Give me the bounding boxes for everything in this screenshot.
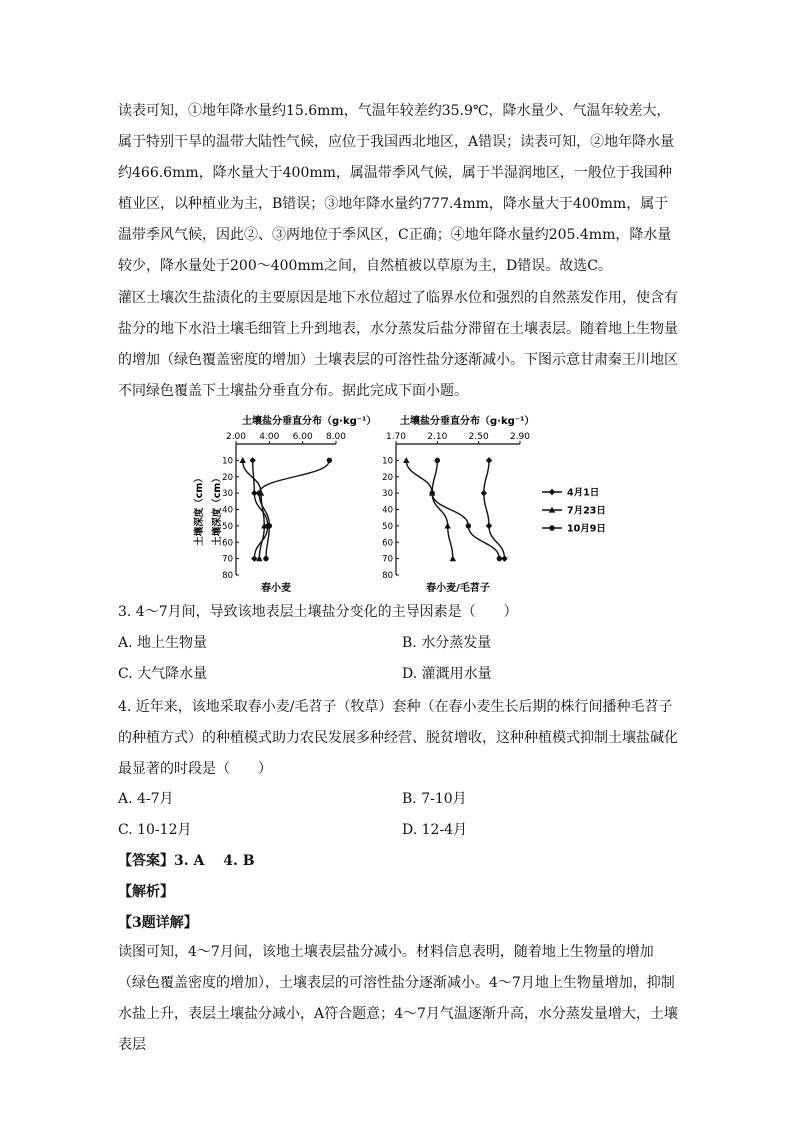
data-point-diamond — [486, 457, 492, 463]
data-point-circle — [466, 523, 471, 528]
y-tick-label: 80 — [222, 571, 233, 581]
data-point-triangle — [450, 555, 456, 561]
answer-line — [118, 851, 255, 871]
paragraph-1: 读表可知，①地年降水量约15.6mm，气温年较差约35.9℃，降水量少、气温年较差大，属于特别干旱的温带大陆性气候，应位于我国西北地区，A错误；读表可知，②地年降水量约466.6mm，降水量大于400mm，属温带季风气候，属于半湿润地区，一般位于我国种植业区，以种植业为主，B错误；③地年降水量约777.4mm，降水量大于400mm，属于温带季风气候，因此②、③两地位于季风区，C正确；④地年降水量约205.4mm，降水量较少，降水量处于200～400mm之间，自然植被以草原为主，D错误。故选C。 — [118, 103, 675, 274]
data-point-triangle — [403, 457, 409, 463]
question-3-option-d[interactable]: D. 灌溉用水量 — [402, 666, 492, 682]
y-tick-label: 40 — [382, 505, 393, 516]
series-line-circle — [259, 460, 329, 558]
x-tick-label: 4.00 — [259, 432, 280, 442]
data-point-diamond — [486, 523, 492, 529]
data-point-circle — [497, 556, 502, 561]
x-tick-label: 2.90 — [509, 432, 531, 442]
y-tick-label: 50 — [222, 521, 233, 532]
legend-label: 4月1日 — [567, 487, 600, 499]
data-point-diamond — [251, 490, 257, 496]
y-tick-label: 20 — [222, 472, 233, 483]
data-point-triangle — [444, 522, 450, 528]
x-tick-label: 1.70 — [385, 432, 407, 442]
salt-distribution-figure — [190, 410, 610, 596]
y-tick-label: 30 — [222, 489, 233, 500]
y-tick-label: 60 — [222, 538, 233, 549]
legend-marker-diamond — [549, 489, 555, 495]
data-point-diamond — [249, 457, 255, 463]
question-3-option-a[interactable]: A. 地上生物量 — [118, 635, 208, 651]
y-tick-label: 80 — [382, 571, 393, 581]
data-point-diamond — [501, 555, 507, 561]
data-point-circle — [257, 490, 262, 495]
x-axis-label: 春小麦/毛苕子 — [426, 583, 490, 594]
y-tick-label: 60 — [382, 538, 393, 549]
x-tick-label: 2.50 — [468, 432, 489, 442]
data-point-circle — [327, 458, 332, 463]
question-3-option-b[interactable]: B. 水分蒸发量 — [402, 635, 492, 651]
question-3-option-c[interactable]: C. 大气降水量 — [118, 666, 208, 682]
legend-marker-circle — [549, 525, 554, 530]
answer-label: 【答案】 — [118, 853, 174, 869]
series-line-circle — [432, 460, 499, 558]
data-point-circle — [263, 556, 268, 561]
legend-label: 7月23日 — [567, 505, 606, 517]
answer-text: 3. A 4. B — [174, 853, 255, 869]
y-tick-label: 70 — [222, 554, 233, 565]
chart-title: 土壤盐分垂直分布（g·kg⁻¹） — [242, 416, 377, 427]
paragraph-2: 灌区土壤次生盐渍化的主要原因是地下水位超过了临界水位和强烈的自然蒸发作用，使含有盐分的地下水沿土壤毛细管上升到地表，水分蒸发后盐分滞留在土壤表层。随着地上生物量的增加（绿色覆盖密度的增加）土壤表层的可溶性盐分逐渐减小。下图示意甘肃秦王川地区不同绿色覆盖下土壤盐分垂直分布。据此完成下面小题。 — [118, 290, 678, 399]
data-point-triangle — [239, 457, 245, 463]
y-tick-label: 10 — [222, 456, 233, 467]
analysis-heading: 【解析】 — [118, 884, 174, 900]
y-tick-label: 70 — [382, 554, 393, 565]
question-4-option-b[interactable]: B. 7-10月 — [402, 791, 467, 807]
x-tick-label: 8.00 — [325, 432, 347, 442]
question-3: 3. 4～7月间，导致该地表层土壤盐分变化的主导因素是（ ） — [118, 604, 518, 620]
data-point-circle — [435, 458, 440, 463]
y-axis-label: 土壤深度（cm） — [212, 473, 223, 546]
y-tick-label: 40 — [222, 505, 233, 516]
x-tick-label: 2.00 — [225, 432, 247, 442]
chart-spring-wheat — [211, 414, 376, 594]
series-line-triangle — [406, 460, 453, 558]
x-axis-label: 春小麦 — [261, 583, 291, 594]
question-3-detail-heading: 【3题详解】 — [118, 915, 198, 931]
y-tick-label: 30 — [382, 489, 393, 500]
legend-label: 10月9日 — [567, 523, 606, 535]
y-tick-label: 20 — [382, 472, 393, 483]
question-4-option-a[interactable]: A. 4-7月 — [118, 791, 174, 807]
y-tick-label: 50 — [382, 521, 393, 532]
data-point-diamond — [481, 490, 487, 496]
chart-legend — [542, 488, 606, 535]
chart-title: 土壤盐分垂直分布（g·kg⁻¹） — [400, 416, 535, 427]
data-point-circle — [429, 490, 434, 495]
data-point-circle — [267, 523, 272, 528]
x-tick-label: 2.10 — [427, 432, 448, 442]
question-4: 4. 近年来，该地采取春小麦/毛苕子（牧草）套种（在春小麦生长后期的株行间播种毛苕子的种植方式）的种植模式助力农民发展多种经营、脱贫增收，这种种植模式抑制土壤盐碱化最显著的时段是（ ） — [118, 699, 678, 777]
question-4-option-c[interactable]: C. 10-12月 — [118, 822, 192, 838]
x-tick-label: 6.00 — [292, 432, 313, 442]
question-4-option-d[interactable]: D. 12-4月 — [402, 822, 468, 838]
y-tick-label: 10 — [382, 456, 393, 467]
y-axis-label: 土壤深度（cm） — [194, 473, 205, 546]
paragraph-3: 读图可知，4～7月间，该地土壤表层盐分减小。材料信息表明，随着地上生物量的增加（绿色覆盖密度的增加），土壤表层的可溶性盐分逐渐减小。4～7月地上生物量增加，抑制水盐上升，表层土壤盐分减小，A符合题意；4～7月气温逐渐升高，水分蒸发量增大，土壤表层 — [118, 944, 678, 1053]
series-line-diamond — [253, 460, 268, 558]
